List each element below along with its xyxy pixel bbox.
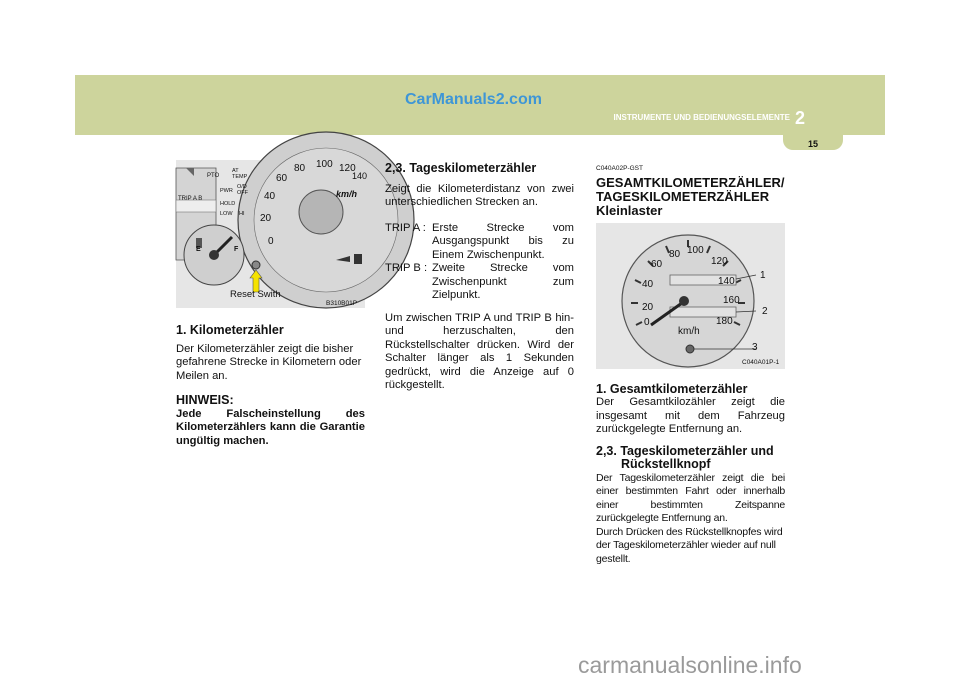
section-code: C040A02P-GST <box>596 165 643 172</box>
text-gesamtkilometerzaehler: Der Gesamtkilozähler zeigt die insgesamt mit dem Fahrzeug zurückgelegte Entfernung an. <box>596 396 785 435</box>
speed-tick-100: 100 <box>316 159 333 170</box>
text-tageskilometer-1: Der Tageskilometerzähler zeigt die bei einer bestimmten Fahrt oder innerhalb einer bestimmten Zeitspanne zurückgelegte Entfernung an. <box>596 471 785 524</box>
speed-tick-0: 0 <box>268 236 274 247</box>
callout-2: 2 <box>762 305 768 317</box>
chapter-number: 2 <box>795 108 806 128</box>
column-2 <box>385 162 574 393</box>
speed-tick-40: 40 <box>264 191 276 202</box>
intro-text: Zeigt die Kilometerdistanz von zwei unterschiedlichen Strecken an. <box>385 182 574 208</box>
speed-tick-80: 80 <box>294 163 306 174</box>
speed-unit: km/h <box>678 325 700 337</box>
hinweis-text: Jede Falscheinstellung des Kilometerzählers kann die Garantie ungültig machen. <box>176 407 365 447</box>
tick-40: 40 <box>642 278 654 290</box>
indicator-pto: PTO <box>207 173 220 179</box>
column-1 <box>176 159 368 448</box>
callout-3: 3 <box>752 341 758 353</box>
trip-a-label: TRIP A : <box>385 221 426 234</box>
heading-tageskilometer-rueckstell: 2,3. Tageskilometerzähler und Rückstellknopf <box>596 443 774 471</box>
tick-80: 80 <box>669 248 681 260</box>
indicator-hi: HI <box>239 211 245 217</box>
speed-unit: km/h <box>336 189 358 199</box>
switch-text: Um zwischen TRIP A und TRIP B hin- und herzuschalten, den Rückstellschalter drücken. Wird der Schalter länger als 1 Sekunden gedrückt, wird die Anzeige auf 0 rückgestellt. <box>385 311 574 391</box>
heading-kilometerzaehler: 1. Kilometerzähler <box>176 323 284 337</box>
figure-code: B310B01P <box>326 300 358 307</box>
cluster-illustration <box>176 160 368 308</box>
figure-cluster <box>176 159 368 308</box>
figure-code-2: C040A01P-1 <box>742 358 780 366</box>
heading-gesamtkilometerzaehler: 1. Gesamtkilometerzähler <box>596 381 748 396</box>
text-kilometerzaehler: Der Kilometerzähler zeigt die bisher gefahrene Strecke in Kilometern oder Meilen an. <box>176 342 362 382</box>
trip-b-text: Zweite Strecke vom Zwischenpunkt zum Zielpunkt. <box>432 262 574 301</box>
speed-tick-140: 140 <box>352 171 368 181</box>
reset-label: Reset Swith <box>230 289 281 300</box>
tick-140: 140 <box>718 275 735 287</box>
page-number: 15 <box>807 139 818 149</box>
heading-tageskilometerzaehler: 2,3. Tageskilometerzähler <box>385 161 537 175</box>
trip-b-row <box>385 262 574 303</box>
figure-speedometer <box>596 223 785 369</box>
page-tab <box>783 134 843 150</box>
fuel-f: F <box>234 246 239 253</box>
indicator-od-off: O/D OFF <box>237 184 248 196</box>
watermark-bottom[interactable]: carmanualsonline.info <box>578 652 802 678</box>
section-title-gesamt: GESAMTKILOMETERZÄHLER/ TAGESKILOMETERZÄHLER Kleinlaster <box>596 174 785 218</box>
indicator-low: LOW <box>220 211 233 217</box>
tick-120: 120 <box>711 255 728 267</box>
tick-180: 180 <box>716 315 733 327</box>
tick-0: 0 <box>644 316 650 328</box>
tick-60: 60 <box>651 258 663 270</box>
trip-a-text: Erste Strecke vom Ausgangspunkt bis zu Einem Zwischenpunkt. <box>432 221 574 261</box>
trip-label: TRIP A B <box>178 196 203 202</box>
speed-tick-60: 60 <box>276 173 288 184</box>
indicator-pwr: PWR <box>220 188 233 194</box>
indicator-hold: HOLD <box>220 201 236 207</box>
indicator-at-temp: AT TEMP <box>232 168 248 180</box>
trip-b-label: TRIP B : <box>385 262 428 274</box>
speed-tick-120: 120 <box>339 163 356 174</box>
speed-tick-20: 20 <box>260 213 272 224</box>
section-title: INSTRUMENTE UND BEDIENUNGSELEMENTE <box>613 113 790 122</box>
tick-160: 160 <box>723 294 740 306</box>
callout-1: 1 <box>760 269 766 281</box>
fuel-e: E <box>196 246 201 253</box>
column-3 <box>596 162 785 566</box>
text-tageskilometer-2: Durch Drücken des Rückstellknopfes wird der Tageskilometerzähler wieder auf null gestellt. <box>596 525 783 565</box>
watermark-top[interactable]: CarManuals2.com <box>405 91 542 108</box>
trip-a-row <box>385 222 574 263</box>
tick-100: 100 <box>687 244 704 256</box>
tick-20: 20 <box>642 301 654 313</box>
hinweis-title: HINWEIS: <box>176 393 234 407</box>
